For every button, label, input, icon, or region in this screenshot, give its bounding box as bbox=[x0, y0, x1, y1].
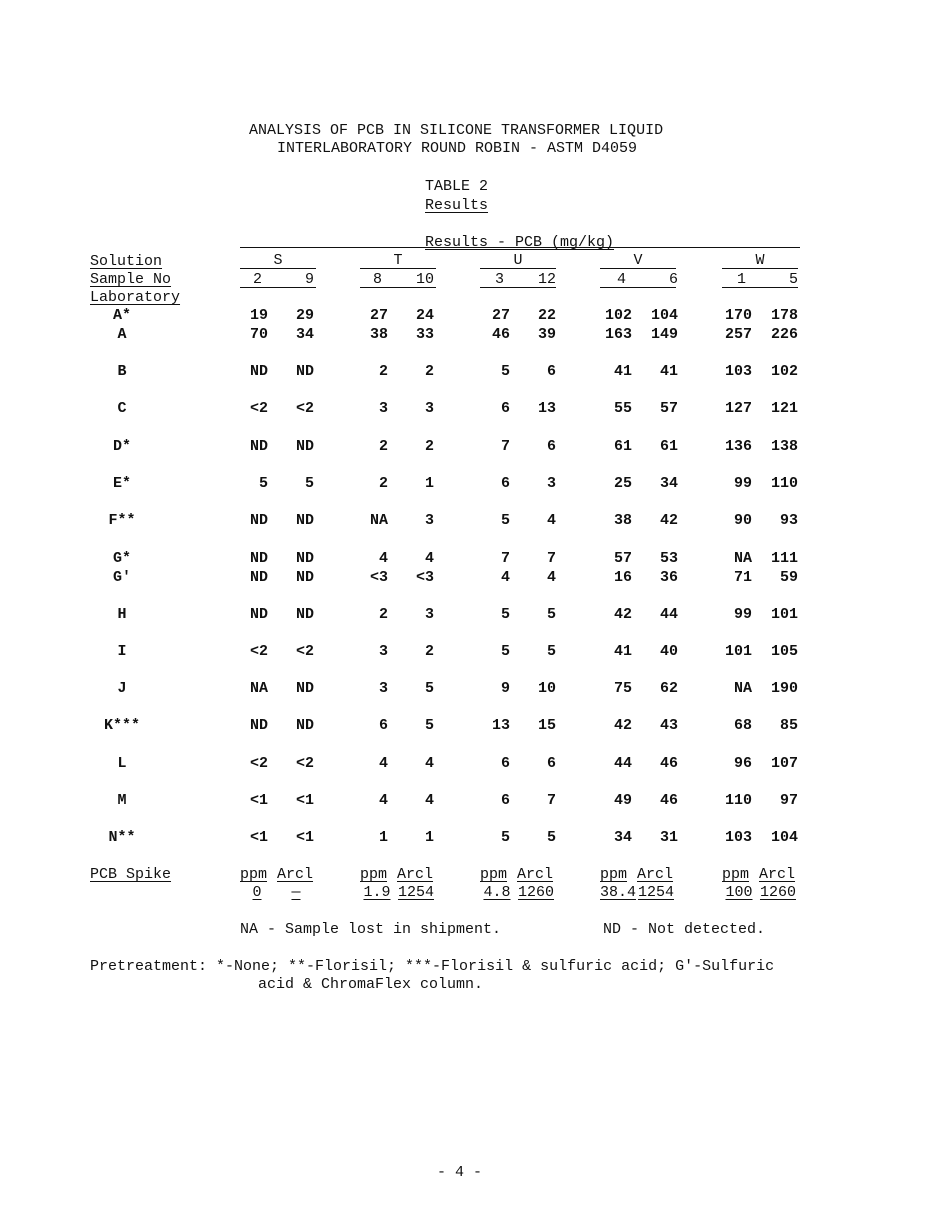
table-cell: ND bbox=[295, 680, 314, 697]
table-cell: 3 bbox=[378, 400, 388, 417]
spike-unit: ppm bbox=[240, 866, 268, 883]
solution-header-rule bbox=[360, 268, 436, 269]
table-cell: 46 bbox=[491, 326, 510, 343]
table-cell: 27 bbox=[369, 307, 388, 324]
table-cell: 5 bbox=[546, 606, 556, 623]
pretreatment-line-2: acid & ChromaFlex column. bbox=[258, 976, 484, 993]
table-cell: 257 bbox=[724, 326, 752, 343]
spike-ppm: 1.9 bbox=[363, 884, 391, 901]
table-cell: 6 bbox=[546, 438, 556, 455]
table-cell: 46 bbox=[659, 792, 678, 809]
title-line-1: ANALYSIS OF PCB IN SILICONE TRANSFORMER LIQUID bbox=[249, 122, 664, 139]
table-cell: 34 bbox=[613, 829, 632, 846]
table-cell: NA bbox=[369, 512, 388, 529]
table-cell: 3 bbox=[424, 606, 434, 623]
table-cell: 38 bbox=[613, 512, 632, 529]
table-cell: <1 bbox=[249, 829, 268, 846]
table-cell: 41 bbox=[659, 363, 678, 380]
table-cell: 3 bbox=[424, 512, 434, 529]
table-cell: NA bbox=[733, 680, 752, 697]
sample-no: 1 bbox=[736, 271, 746, 288]
lab-label: C bbox=[117, 400, 127, 417]
lab-label: H bbox=[117, 606, 127, 623]
table-cell: 22 bbox=[537, 307, 556, 324]
table-cell: 5 bbox=[424, 680, 434, 697]
table-cell: 49 bbox=[613, 792, 632, 809]
sample-no: 3 bbox=[494, 271, 504, 288]
table-cell: 5 bbox=[500, 606, 510, 623]
table-cell: 6 bbox=[500, 400, 510, 417]
table-cell: 68 bbox=[733, 717, 752, 734]
table-cell: 85 bbox=[779, 717, 798, 734]
spike-unit: ppm bbox=[360, 866, 388, 883]
solution-header-rule bbox=[722, 268, 798, 269]
table-cell: 190 bbox=[770, 680, 798, 697]
table-cell: ND bbox=[249, 550, 268, 567]
table-cell: 104 bbox=[650, 307, 678, 324]
table-cell: 4 bbox=[424, 550, 434, 567]
table-cell: <2 bbox=[249, 400, 268, 417]
table-cell: 59 bbox=[779, 569, 798, 586]
table-cell: 2 bbox=[424, 643, 434, 660]
table-cell: 19 bbox=[249, 307, 268, 324]
table-cell: 6 bbox=[546, 363, 556, 380]
table-cell: 24 bbox=[415, 307, 434, 324]
spike-aroclor: 1254 bbox=[397, 884, 434, 901]
table-cell: 149 bbox=[650, 326, 678, 343]
table-cell: 97 bbox=[779, 792, 798, 809]
table-cell: 3 bbox=[424, 400, 434, 417]
sample-no-rule bbox=[722, 287, 798, 288]
table-cell: 99 bbox=[733, 606, 752, 623]
lab-label: D* bbox=[112, 438, 131, 455]
lab-label: J bbox=[117, 680, 127, 697]
table-cell: <2 bbox=[249, 755, 268, 772]
table-cell: 7 bbox=[500, 438, 510, 455]
table-cell: 9 bbox=[500, 680, 510, 697]
table-cell: 5 bbox=[500, 829, 510, 846]
lab-label: K*** bbox=[103, 717, 140, 734]
table-cell: 41 bbox=[613, 363, 632, 380]
spike-ppm: 100 bbox=[725, 884, 753, 901]
table-cell: 163 bbox=[604, 326, 632, 343]
table-cell: NA bbox=[733, 550, 752, 567]
table-cell: 96 bbox=[733, 755, 752, 772]
spike-ppm: 4.8 bbox=[483, 884, 511, 901]
label-solution: Solution bbox=[90, 253, 163, 270]
table-cell: <2 bbox=[295, 400, 314, 417]
table-cell: 102 bbox=[770, 363, 798, 380]
table-cell: 93 bbox=[779, 512, 798, 529]
sample-no-rule bbox=[240, 287, 316, 288]
spike-aroclor: 1254 bbox=[637, 884, 674, 901]
spike-ppm: 38.4 bbox=[600, 884, 637, 901]
table-cell: 39 bbox=[537, 326, 556, 343]
table-cell: 42 bbox=[659, 512, 678, 529]
table-cell: ND bbox=[295, 438, 314, 455]
table-cell: ND bbox=[295, 569, 314, 586]
table-cell: 4 bbox=[378, 792, 388, 809]
lab-label: N** bbox=[108, 829, 136, 846]
solution-s-header: S bbox=[273, 252, 283, 269]
table-cell: 34 bbox=[295, 326, 314, 343]
sample-no-rule bbox=[600, 287, 676, 288]
table-cell: 16 bbox=[613, 569, 632, 586]
table-cell: <3 bbox=[369, 569, 388, 586]
table-cell: 62 bbox=[659, 680, 678, 697]
spike-aroclor-label: Arcl bbox=[759, 866, 796, 883]
table-cell: 71 bbox=[733, 569, 752, 586]
sample-no: 9 bbox=[304, 271, 314, 288]
table-cell: 4 bbox=[378, 755, 388, 772]
table-cell: NA bbox=[249, 680, 268, 697]
table-cell: 46 bbox=[659, 755, 678, 772]
table-cell: 103 bbox=[724, 829, 752, 846]
table-cell: 138 bbox=[770, 438, 798, 455]
table-cell: 111 bbox=[770, 550, 798, 567]
table-subtitle: Results bbox=[425, 197, 489, 214]
table-cell: 121 bbox=[770, 400, 798, 417]
table-cell: 104 bbox=[770, 829, 798, 846]
lab-label: B bbox=[117, 363, 127, 380]
solution-header-rule bbox=[240, 268, 316, 269]
table-cell: 61 bbox=[659, 438, 678, 455]
table-cell: 170 bbox=[724, 307, 752, 324]
label-sample-no: Sample No bbox=[90, 271, 172, 288]
table-cell: 90 bbox=[733, 512, 752, 529]
table-cell: 3 bbox=[378, 680, 388, 697]
table-cell: 5 bbox=[500, 363, 510, 380]
table-cell: 5 bbox=[546, 643, 556, 660]
lab-label: L bbox=[117, 755, 127, 772]
spike-aroclor-label: Arcl bbox=[277, 866, 314, 883]
table-cell: 107 bbox=[770, 755, 798, 772]
table-cell: 7 bbox=[546, 550, 556, 567]
table-cell: 4 bbox=[424, 792, 434, 809]
table-cell: 5 bbox=[424, 717, 434, 734]
lab-label: F** bbox=[108, 512, 136, 529]
table-cell: 36 bbox=[659, 569, 678, 586]
table-cell: 31 bbox=[659, 829, 678, 846]
table-cell: 6 bbox=[546, 755, 556, 772]
table-cell: <1 bbox=[295, 792, 314, 809]
table-cell: 178 bbox=[770, 307, 798, 324]
table-cell: 127 bbox=[724, 400, 752, 417]
table-cell: 27 bbox=[491, 307, 510, 324]
solution-u-header: U bbox=[513, 252, 523, 269]
table-cell: 1 bbox=[424, 829, 434, 846]
table-cell: 103 bbox=[724, 363, 752, 380]
table-cell: 13 bbox=[537, 400, 556, 417]
sample-no: 4 bbox=[616, 271, 626, 288]
pcb-spike-label: PCB Spike bbox=[90, 866, 172, 883]
spike-aroclor: 1260 bbox=[759, 884, 796, 901]
table-cell: 43 bbox=[659, 717, 678, 734]
table-cell: 44 bbox=[659, 606, 678, 623]
solution-w-header: W bbox=[755, 252, 765, 269]
table-cell: 2 bbox=[378, 606, 388, 623]
table-cell: 4 bbox=[546, 569, 556, 586]
table-cell: 4 bbox=[378, 550, 388, 567]
table-cell: 2 bbox=[378, 363, 388, 380]
lab-label: M bbox=[117, 792, 127, 809]
table-cell: 29 bbox=[295, 307, 314, 324]
table-cell: ND bbox=[295, 550, 314, 567]
table-cell: 6 bbox=[378, 717, 388, 734]
table-cell: 3 bbox=[378, 643, 388, 660]
table-cell: 25 bbox=[613, 475, 632, 492]
table-cell: 102 bbox=[604, 307, 632, 324]
table-cell: <3 bbox=[415, 569, 434, 586]
table-cell: 13 bbox=[491, 717, 510, 734]
note-na: NA - Sample lost in shipment. bbox=[240, 921, 502, 938]
table-cell: 4 bbox=[546, 512, 556, 529]
table-cell: 10 bbox=[537, 680, 556, 697]
table-cell: 6 bbox=[500, 792, 510, 809]
table-cell: 75 bbox=[613, 680, 632, 697]
note-nd: ND - Not detected. bbox=[603, 921, 766, 938]
sample-no: 6 bbox=[668, 271, 678, 288]
spike-aroclor: 1260 bbox=[517, 884, 554, 901]
sample-no: 8 bbox=[372, 271, 382, 288]
table-cell: 4 bbox=[500, 569, 510, 586]
lab-label: G' bbox=[112, 569, 131, 586]
table-cell: ND bbox=[249, 363, 268, 380]
spike-unit: ppm bbox=[480, 866, 508, 883]
table-cell: 41 bbox=[613, 643, 632, 660]
sample-no: 5 bbox=[788, 271, 798, 288]
spike-aroclor-label: Arcl bbox=[397, 866, 434, 883]
table-cell: ND bbox=[295, 717, 314, 734]
table-cell: ND bbox=[249, 438, 268, 455]
spike-unit: ppm bbox=[600, 866, 628, 883]
table-cell: <1 bbox=[249, 792, 268, 809]
table-cell: 42 bbox=[613, 606, 632, 623]
table-cell: 42 bbox=[613, 717, 632, 734]
table-cell: ND bbox=[249, 606, 268, 623]
solution-t-header: T bbox=[393, 252, 403, 269]
table-cell: 226 bbox=[770, 326, 798, 343]
table-cell: <1 bbox=[295, 829, 314, 846]
table-cell: 61 bbox=[613, 438, 632, 455]
table-cell: 110 bbox=[724, 792, 752, 809]
sample-no-rule bbox=[480, 287, 556, 288]
spike-aroclor: — bbox=[291, 884, 301, 901]
table-cell: 55 bbox=[613, 400, 632, 417]
table-cell: 34 bbox=[659, 475, 678, 492]
table-cell: 57 bbox=[659, 400, 678, 417]
sample-no: 12 bbox=[537, 271, 556, 288]
table-cell: 53 bbox=[659, 550, 678, 567]
spike-aroclor-label: Arcl bbox=[517, 866, 554, 883]
pretreatment-line-1: Pretreatment: *-None; **-Florisil; ***-Florisil & sulfuric acid; G'-Sulfuric bbox=[90, 958, 775, 975]
table-cell: 7 bbox=[500, 550, 510, 567]
spike-unit: ppm bbox=[722, 866, 750, 883]
table-cell: 6 bbox=[500, 475, 510, 492]
table-cell: 2 bbox=[424, 438, 434, 455]
table-cell: 7 bbox=[546, 792, 556, 809]
lab-label: E* bbox=[112, 475, 131, 492]
table-cell: 136 bbox=[724, 438, 752, 455]
table-cell: 1 bbox=[424, 475, 434, 492]
table-label: TABLE 2 bbox=[425, 178, 489, 195]
table-cell: 110 bbox=[770, 475, 798, 492]
table-cell: 57 bbox=[613, 550, 632, 567]
table-cell: 5 bbox=[546, 829, 556, 846]
table-cell: <2 bbox=[295, 643, 314, 660]
sample-no: 10 bbox=[415, 271, 434, 288]
solution-header-rule bbox=[600, 268, 676, 269]
table-cell: ND bbox=[249, 717, 268, 734]
title-line-2: INTERLABORATORY ROUND ROBIN - ASTM D4059 bbox=[277, 140, 638, 157]
lab-label: G* bbox=[112, 550, 131, 567]
table-cell: 6 bbox=[500, 755, 510, 772]
table-cell: ND bbox=[295, 606, 314, 623]
label-laboratory: Laboratory bbox=[90, 289, 181, 306]
table-cell: 2 bbox=[378, 475, 388, 492]
table-cell: 105 bbox=[770, 643, 798, 660]
table-cell: 5 bbox=[500, 643, 510, 660]
table-cell: ND bbox=[295, 512, 314, 529]
sample-no: 2 bbox=[252, 271, 262, 288]
table-cell: 99 bbox=[733, 475, 752, 492]
results-header: Results - PCB (mg/kg) bbox=[425, 234, 615, 251]
results-header-rule bbox=[240, 247, 800, 248]
solution-v-header: V bbox=[633, 252, 643, 269]
lab-label: A* bbox=[112, 307, 131, 324]
page-number: - 4 - bbox=[437, 1164, 483, 1181]
table-cell: 1 bbox=[378, 829, 388, 846]
lab-label: I bbox=[117, 643, 127, 660]
table-cell: 38 bbox=[369, 326, 388, 343]
table-cell: ND bbox=[249, 569, 268, 586]
table-cell: 3 bbox=[546, 475, 556, 492]
spike-ppm: 0 bbox=[252, 884, 262, 901]
spike-aroclor-label: Arcl bbox=[637, 866, 674, 883]
solution-header-rule bbox=[480, 268, 556, 269]
table-cell: 4 bbox=[424, 755, 434, 772]
table-cell: 2 bbox=[424, 363, 434, 380]
table-cell: 44 bbox=[613, 755, 632, 772]
table-cell: 5 bbox=[304, 475, 314, 492]
table-cell: 2 bbox=[378, 438, 388, 455]
table-cell: <2 bbox=[295, 755, 314, 772]
table-cell: 5 bbox=[258, 475, 268, 492]
table-cell: ND bbox=[249, 512, 268, 529]
table-cell: 101 bbox=[724, 643, 752, 660]
table-cell: 70 bbox=[249, 326, 268, 343]
table-cell: 101 bbox=[770, 606, 798, 623]
table-cell: <2 bbox=[249, 643, 268, 660]
table-cell: 40 bbox=[659, 643, 678, 660]
lab-label: A bbox=[117, 326, 127, 343]
table-cell: 15 bbox=[537, 717, 556, 734]
table-cell: 5 bbox=[500, 512, 510, 529]
table-cell: ND bbox=[295, 363, 314, 380]
table-cell: 33 bbox=[415, 326, 434, 343]
sample-no-rule bbox=[360, 287, 436, 288]
